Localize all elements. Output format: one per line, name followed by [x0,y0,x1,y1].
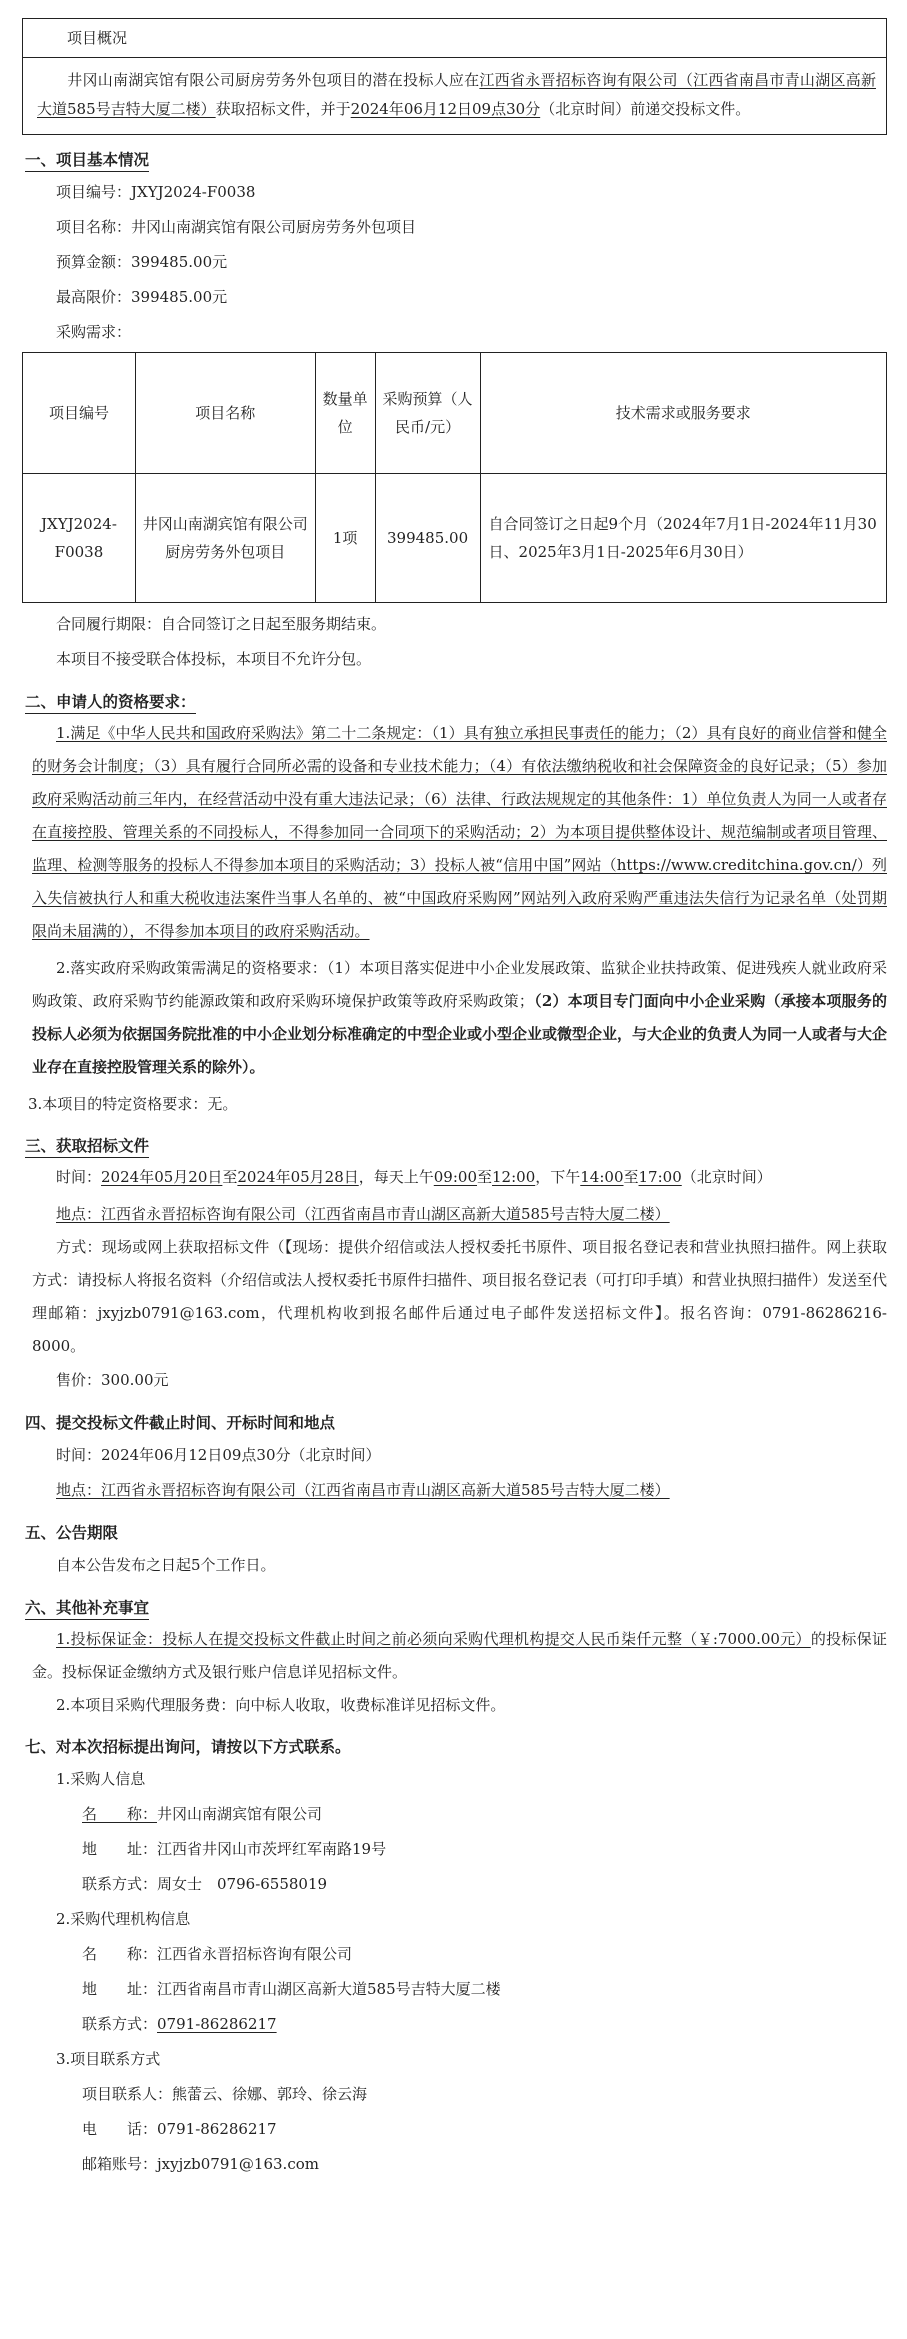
requirement-table [22,352,887,603]
section-4-title: 四、提交投标文件截止时间、开标时间和地点 [25,1414,336,1432]
announcement-page [22,18,887,2182]
qualification-2 [22,952,887,1084]
contract-period: 合同履行期限：自合同签订之日起至服务期结束。 [56,615,387,633]
obtain-method: 方式：现场或网上获取招标文件（【现场：提供介绍信或法人授权委托书原件、项目报名登记表和营业执照扫描件。网上获取方式：请投标人将报名资料（介绍信或法人授权委托书原件扫描件、项目报名登记表（可打印手填）和营业执照扫描件）发送至代理邮箱：jxyjzb0791@163.com，代理机构收到报名邮件后通过电子邮件发送招标文件】。报名咨询：0791-86286216-8000。 [32,1238,888,1355]
table-header: 数量单位 [315,353,375,474]
purchaser-title: 1.采购人信息 [56,1770,146,1788]
section-5-title: 五、公告期限 [25,1524,119,1542]
qualification-3: 3.本项目的特定资格要求：无。 [28,1095,238,1113]
table-cell: 399485.00 [375,474,480,603]
obtain-time: 时间：2024年05月20日至2024年05月28日，每天上午09:00至12:00，下午14:00至17:00（北京时间） [56,1168,772,1186]
submission-place: 地点：江西省永晋招标咨询有限公司（江西省南昌市青山湖区高新大道585号吉特大厦二楼） [56,1481,670,1499]
requirement-label: 采购需求： [56,323,132,341]
agent-name: 名 称：江西省永晋招标咨询有限公司 [82,1945,353,1963]
table-header: 采购预算（人民币/元） [375,353,480,474]
overview-label: 项目概况 [67,29,128,47]
table-header: 项目名称 [135,353,315,474]
purchaser-contact: 联系方式：周女士 0796-6558019 [82,1875,328,1893]
qualification-2-bold: （2）本项目专门面向中小企业采购（承接本项服务的投标人必须为依据国务院批准的中小企业划分标准确定的中型企业或小型企业或微型企业，与大企业的负责人为同一人或者与大企业存在直接控股管理关系的除外）。 [32,992,888,1076]
project-contact-people: 项目联系人：熊蕾云、徐娜、郭玲、徐云海 [82,2085,368,2103]
submission-time: 时间：2024年06月12日09点30分（北京时间） [56,1446,381,1464]
notice-agency: 江西省永晋招标咨询有限公司（江西省南昌市青山湖区高新大道585号吉特大厦二楼） [37,71,876,118]
notice-part-1: 井冈山南湖宾馆有限公司厨房劳务外包项目的潜在投标人应在 [67,71,480,89]
notice-deadline: 2024年06月12日09点30分 [350,100,541,118]
overview-notice [22,58,887,135]
table-cell: 1项 [315,474,375,603]
table-header: 技术需求或服务要求 [480,353,886,474]
table-header: 项目编号 [23,353,136,474]
section-7-title: 七、对本次招标提出询问，请按以下方式联系。 [25,1738,351,1756]
table-header-row [23,353,887,474]
obtain-place: 地点：江西省永晋招标咨询有限公司（江西省南昌市青山湖区高新大道585号吉特大厦二楼） [56,1205,670,1223]
purchaser-name: 名 称：井冈山南湖宾馆有限公司 [82,1805,323,1823]
consortium-note: 本项目不接受联合体投标，本项目不允许分包。 [56,650,372,668]
project-contact-phone: 电 话：0791-86286217 [82,2120,277,2138]
project-contact-email: 邮箱账号：jxyjzb0791@163.com [82,2155,319,2173]
qualification-1: 1.满足《中华人民共和国政府采购法》第二十二条规定：（1）具有独立承担民事责任的能力；（2）具有良好的商业信誉和健全的财务会计制度；（3）具有履行合同所必需的设备和专业技术能力；（4）有依法缴纳税收和社会保障资金的良好记录；（5）参加政府采购活动前三年内，在经营活动中没有重大违法记录；（6）法律、行政法规规定的其他条件：1）单位负责人为同一人或者存在直接控股、管理关系的不同投标人，不得参加同一合同项下的采购活动；2）为本项目提供整体设计、规范编制或者项目管理、监理、检测等服务的投标人不得参加本项目的采购活动；3）投标人被“信用中国”网站（https://www.creditchina.gov.cn/）列入失信被执行人和重大税收违法案件当事人名单的、被“中国政府采购网”网站列入政府采购严重违法失信行为记录名单（处罚期限尚未届满的），不得参加本项目的政府采购活动。 [32,724,887,940]
section-1-title: 一、项目基本情况 [22,145,887,175]
table-cell: 井冈山南湖宾馆有限公司厨房劳务外包项目 [135,474,315,603]
project-contact-title: 3.项目联系方式 [56,2050,161,2068]
table-cell: 自合同签订之日起9个月（2024年7月1日-2024年11月30日、2025年3月1日-2025年6月30日） [480,474,886,603]
agent-contact: 联系方式：0791-86286217 [82,2015,277,2033]
section-3-title: 三、获取招标文件 [22,1131,887,1161]
project-name: 项目名称：井冈山南湖宾馆有限公司厨房劳务外包项目 [56,218,417,236]
purchaser-address: 地 址：江西省井冈山市茨坪红军南路19号 [82,1840,387,1858]
section-6-title: 六、其他补充事宜 [22,1593,887,1623]
table-row [23,474,887,603]
deposit-note: 1.投标保证金：投标人在提交投标文件截止时间之前必须向采购代理机构提交人民币柒仟元整（￥:7000.00元）的投标保证金。投标保证金缴纳方式及银行账户信息详见招标文件。 [32,1630,887,1681]
budget-amount: 预算金额：399485.00元 [56,253,228,271]
max-price: 最高限价：399485.00元 [56,288,228,306]
notice-part-5: （北京时间）前递交投标文件。 [540,100,751,118]
agent-address: 地 址：江西省南昌市青山湖区高新大道585号吉特大厦二楼 [82,1980,501,1998]
notice-period: 自本公告发布之日起5个工作日。 [56,1556,276,1574]
agent-title: 2.采购代理机构信息 [56,1910,191,1928]
table-cell: JXYJ2024-F0038 [23,474,136,603]
notice-part-3: 获取招标文件，并于 [215,100,351,118]
document-price: 售价：300.00元 [56,1371,169,1389]
overview-header [22,18,887,58]
agency-fee-note: 2.本项目采购代理服务费：向中标人收取，收费标准详见招标文件。 [56,1696,506,1714]
section-2-title: 二、申请人的资格要求： [22,687,887,717]
project-number: 项目编号：JXYJ2024-F0038 [56,183,256,201]
qualification-2-normal: 2.落实政府采购政策需满足的资格要求：（1）本项目落实促进中小企业发展政策、监狱企业扶持政策、促进残疾人就业政府采购政策、政府采购节约能源政策和政府采购环境保护政策等政府采购政策； [32,959,887,1010]
